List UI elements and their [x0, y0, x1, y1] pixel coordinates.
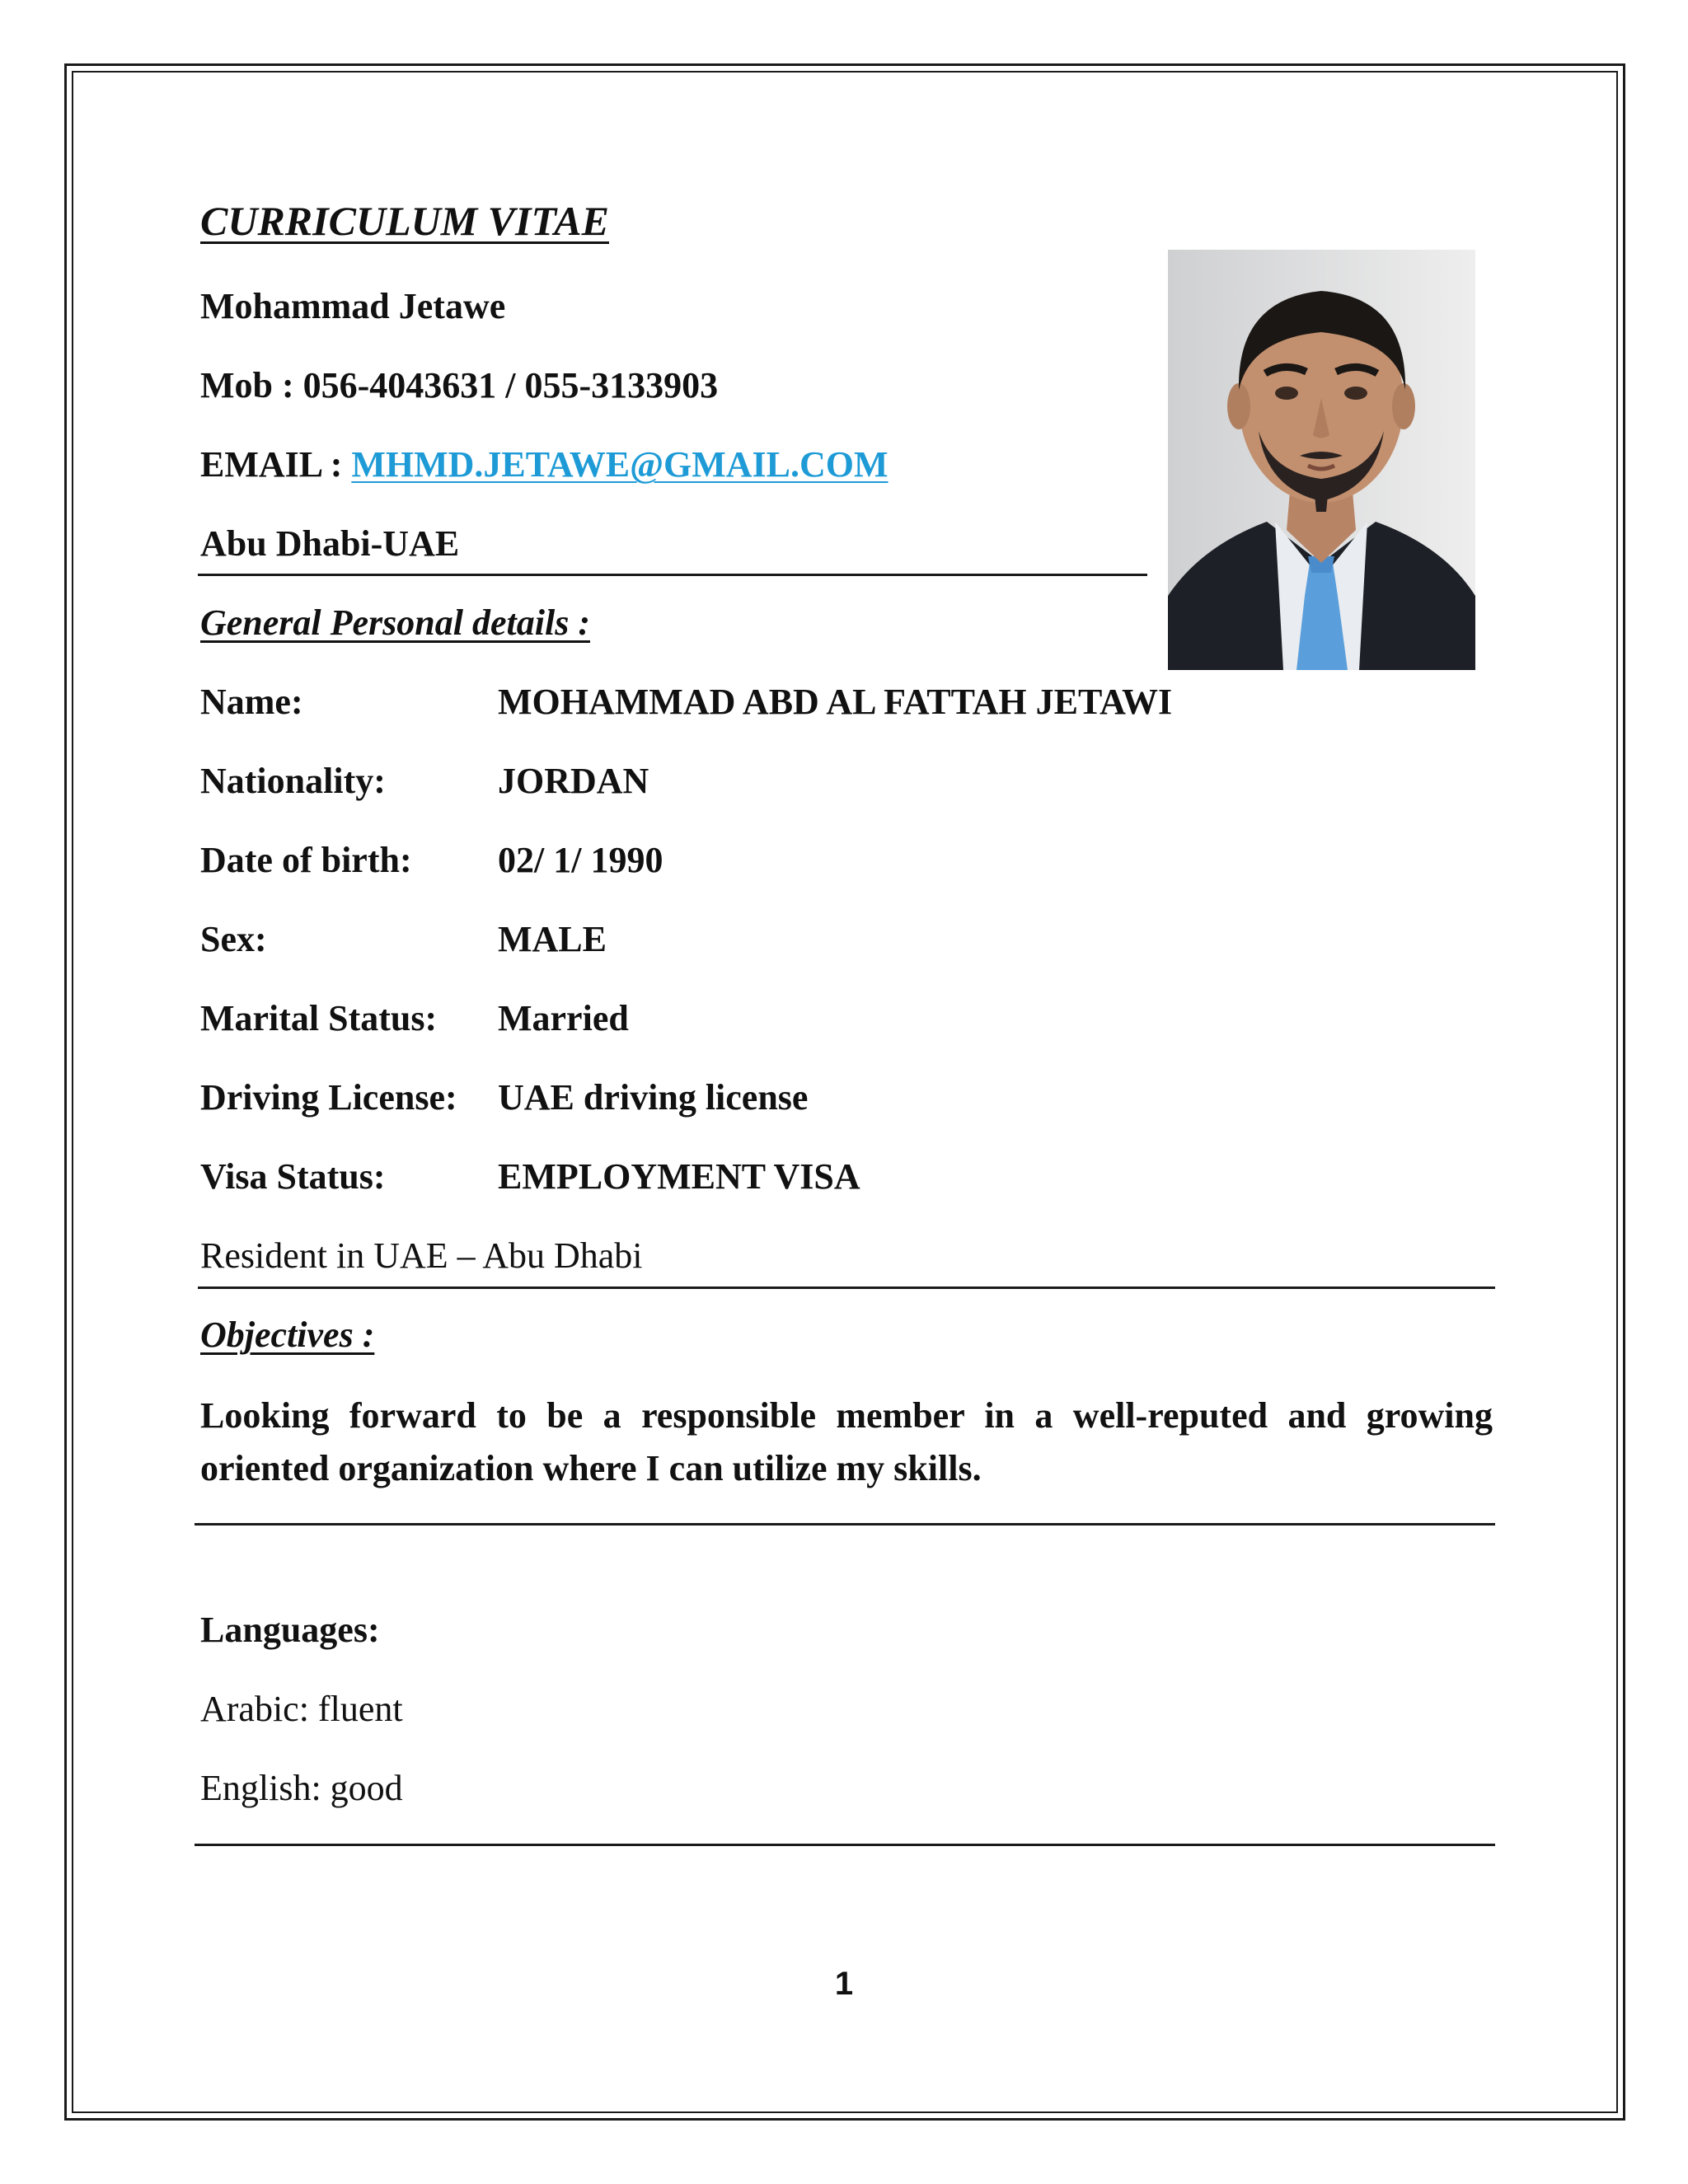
value-marital-status: Married [498, 998, 629, 1038]
objectives-heading: Objectives : [200, 1315, 375, 1355]
email-line [200, 442, 889, 488]
label-sex: Sex: [200, 919, 267, 959]
email-link[interactable]: MHMD.JETAWE@GMAIL.COM [351, 444, 889, 485]
divider [195, 1523, 1495, 1526]
languages-heading: Languages: [200, 1610, 380, 1650]
mobile-numbers: Mob : 056-4043631 / 055-3133903 [200, 365, 719, 405]
profile-photo-illustration [1168, 250, 1475, 670]
label-marital-status: Marital Status: [200, 998, 438, 1038]
personal-details-heading: General Personal details : [200, 602, 590, 643]
document-title: CURRICULUM VITAE [200, 198, 609, 244]
value-nationality: JORDAN [498, 761, 649, 801]
label-driving-license: Driving License: [200, 1077, 457, 1118]
divider [198, 1286, 1495, 1289]
label-nationality: Nationality: [200, 761, 386, 801]
profile-photo [1168, 250, 1475, 670]
applicant-name: Mohammad Jetawe [200, 286, 506, 326]
objectives-text: Looking forward to be a responsible member in a well-reputed and growing oriented organization where I can utilize my skills. [200, 1395, 1493, 1488]
resident-note: Resident in UAE – Abu Dhabi [200, 1235, 643, 1276]
location: Abu Dhabi-UAE [200, 523, 460, 564]
value-visa-status: EMPLOYMENT VISA [498, 1156, 860, 1197]
page-number: 1 [834, 1966, 854, 2002]
label-visa-status: Visa Status: [200, 1156, 386, 1197]
value-sex: MALE [498, 919, 607, 959]
divider [195, 1844, 1495, 1846]
value-driving-license: UAE driving license [498, 1077, 809, 1118]
email-label: EMAIL : [200, 444, 352, 485]
value-date-of-birth: 02/ 1/ 1990 [498, 840, 663, 880]
divider [198, 574, 1147, 576]
language-item: Arabic: fluent [200, 1689, 403, 1729]
value-name: MOHAMMAD ABD AL FATTAH JETAWI [498, 682, 1173, 722]
label-name: Name: [200, 682, 303, 722]
language-item: English: good [200, 1768, 403, 1808]
label-date-of-birth: Date of birth: [200, 840, 412, 880]
